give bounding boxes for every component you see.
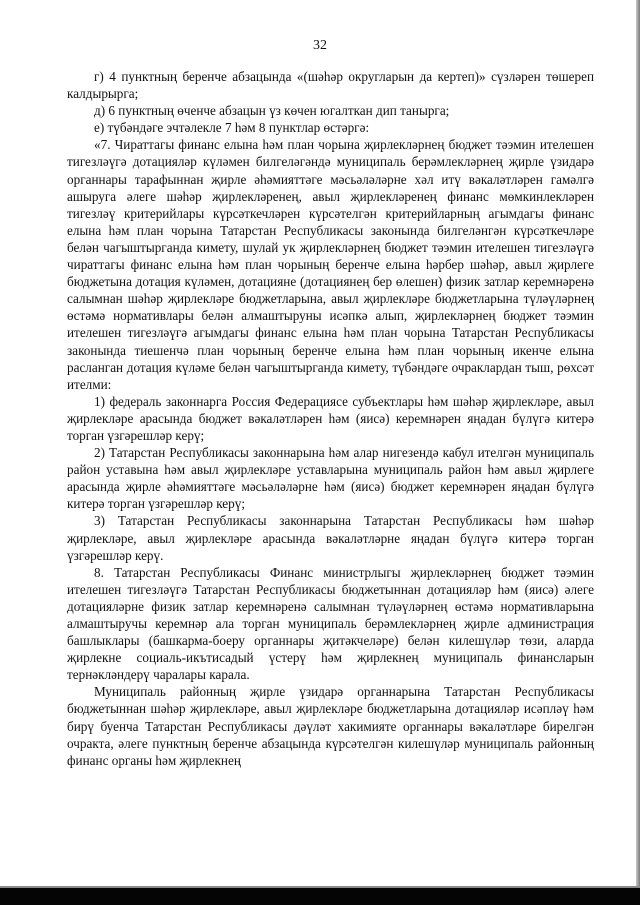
document-body: [67, 68, 594, 769]
paragraph-subitem-3: 3) Татарстан Республикасы законнарына Татарстан Республикасы һәм шәһәр җирлекләре, авыл җирлекләре арасында вәкаләтләрне яңадан бүлүгә китерә торган үзгәрешләр керү.: [67, 513, 594, 563]
paragraph-subitem-1: 1) федераль законнарга Россия Федерациясе субъектлары һәм шәһәр җирлекләре, авыл җирлекләре арасында бюджет вәкаләтләрен һәм (яисә) керемнәрен яңадан бүлүгә китерә торган үзгәрешләр керү;: [67, 393, 594, 443]
paragraph-item-e: е) түбәндәге эчтәлекле 7 һәм 8 пунктлар өстәргә:: [94, 120, 370, 136]
paragraph-municipal-district: Муниципаль районның җирле үзидарә органнарына Татарстан Республикасы бюджетыннан шәһәр җирлекләре, авыл җирлекләре бюджетларына дотацияләр исәпләү һәм бирү буенча Татарстан Республикасы дәүләт хакимияте органнары вәкаләтләре бирелгән очракта, әлеге пунктның беренче абзацында күрсәтелгән килешүләр муниципаль районның финанс органы һәм җирлекнең: [67, 684, 594, 768]
paragraph-item-d: д) 6 пунктның өченче абзацын үз көчен югалткан дип танырга;: [94, 103, 450, 119]
scan-right-edge: [636, 0, 640, 905]
page-number: 32: [313, 38, 327, 53]
paragraph-point-7: «7. Чираттагы финанс елына һәм план чорына җирлекләрнең бюджет тәэмин ителешен тигезләүгә дотацияләр күләмен билгеләгәндә муниципаль берәмлекләрнең җирле үзидарә органнары тарафыннан җирле әһәмияттәге мәсьәләләрне хәл итү вәкаләтләрен гамәлгә ашыруга әлеге шәһәр җирлекләренең, авыл җирлекләренең финанс мөмкинлекләрен тигезләү критерийлары күрсәткечләрен күрсәтелгән критерийларның агымдагы финанс елына һәм план чорына Татарстан Республикасы законында билгеләнгән күрсәткечләре белән чагыштырганда кимету, шулай ук җирлекләрнең бюджет тәэмин ителешен тигезләүгә чираттагы финанс елына һәм план чорының беренче елына һәрбер шәһәр, авыл җирлеге бюджетына дотация күләмен, дотацияне (дотациянең бер өлешен) физик затлар керемнәренә салымнан шәһәр җирлекләре бюджетларына, авыл җирлекләре бюджетларына түләүләрнең өстәмә нормативлары белән алмаштыруны исәпкә алып, җирлекләрнең бюджет тәэмин ителешен тигезләүгә агымдагы финанс елына һәм план чорына Татарстан Республикасы законында тиешенчә план чорының беренче елына һәм план чорының икенче елына расланган дотация күләме белән чагыштырганда кимету, түбәндәге очраклардан тыш, рөхсәт ителми:: [67, 137, 594, 392]
paragraph-subitem-2: 2) Татарстан Республикасы законнарына һәм алар нигезендә кабул ителгән муниципаль район уставына һәм авыл җирлекләре уставларына муниципаль район һәм авыл җирлеге арасында җирле әһәмияттәге мәсьәләләрне һәм (яисә) бюджет керемнәрен яңадан бүлүгә китерә торган үзгәрешләр керү;: [67, 445, 594, 512]
scan-bottom-edge: [0, 888, 640, 905]
paragraph-point-8: 8. Татарстан Республикасы Финанс министрлыгы җирлекләрнең бюджет тәэмин ителешен тигезләүгә Татарстан Республикасы бюджетыннан дотацияләр һәм (яисә) әлеге дотацияләрне физик затлар керемнәренә салымнан түләүләрнең өстәмә нормативларына алмаштыручы керемнәр ала торган муниципаль берәмлекләрнең җирле администрация башлыклары (башкарма-боеру органнары җитәкчеләре) белән килешүләр төзи, аларда җирлекне социаль-икътисадый үстерү һәм җирлекнең муниципаль финансларын тернәкләндерү чаралары карала.: [67, 564, 594, 683]
paragraph-item-g: г) 4 пунктның беренче абзацында «(шәһәр округларын да кертеп)» сүзләрен төшереп калдырырга;: [67, 69, 594, 102]
